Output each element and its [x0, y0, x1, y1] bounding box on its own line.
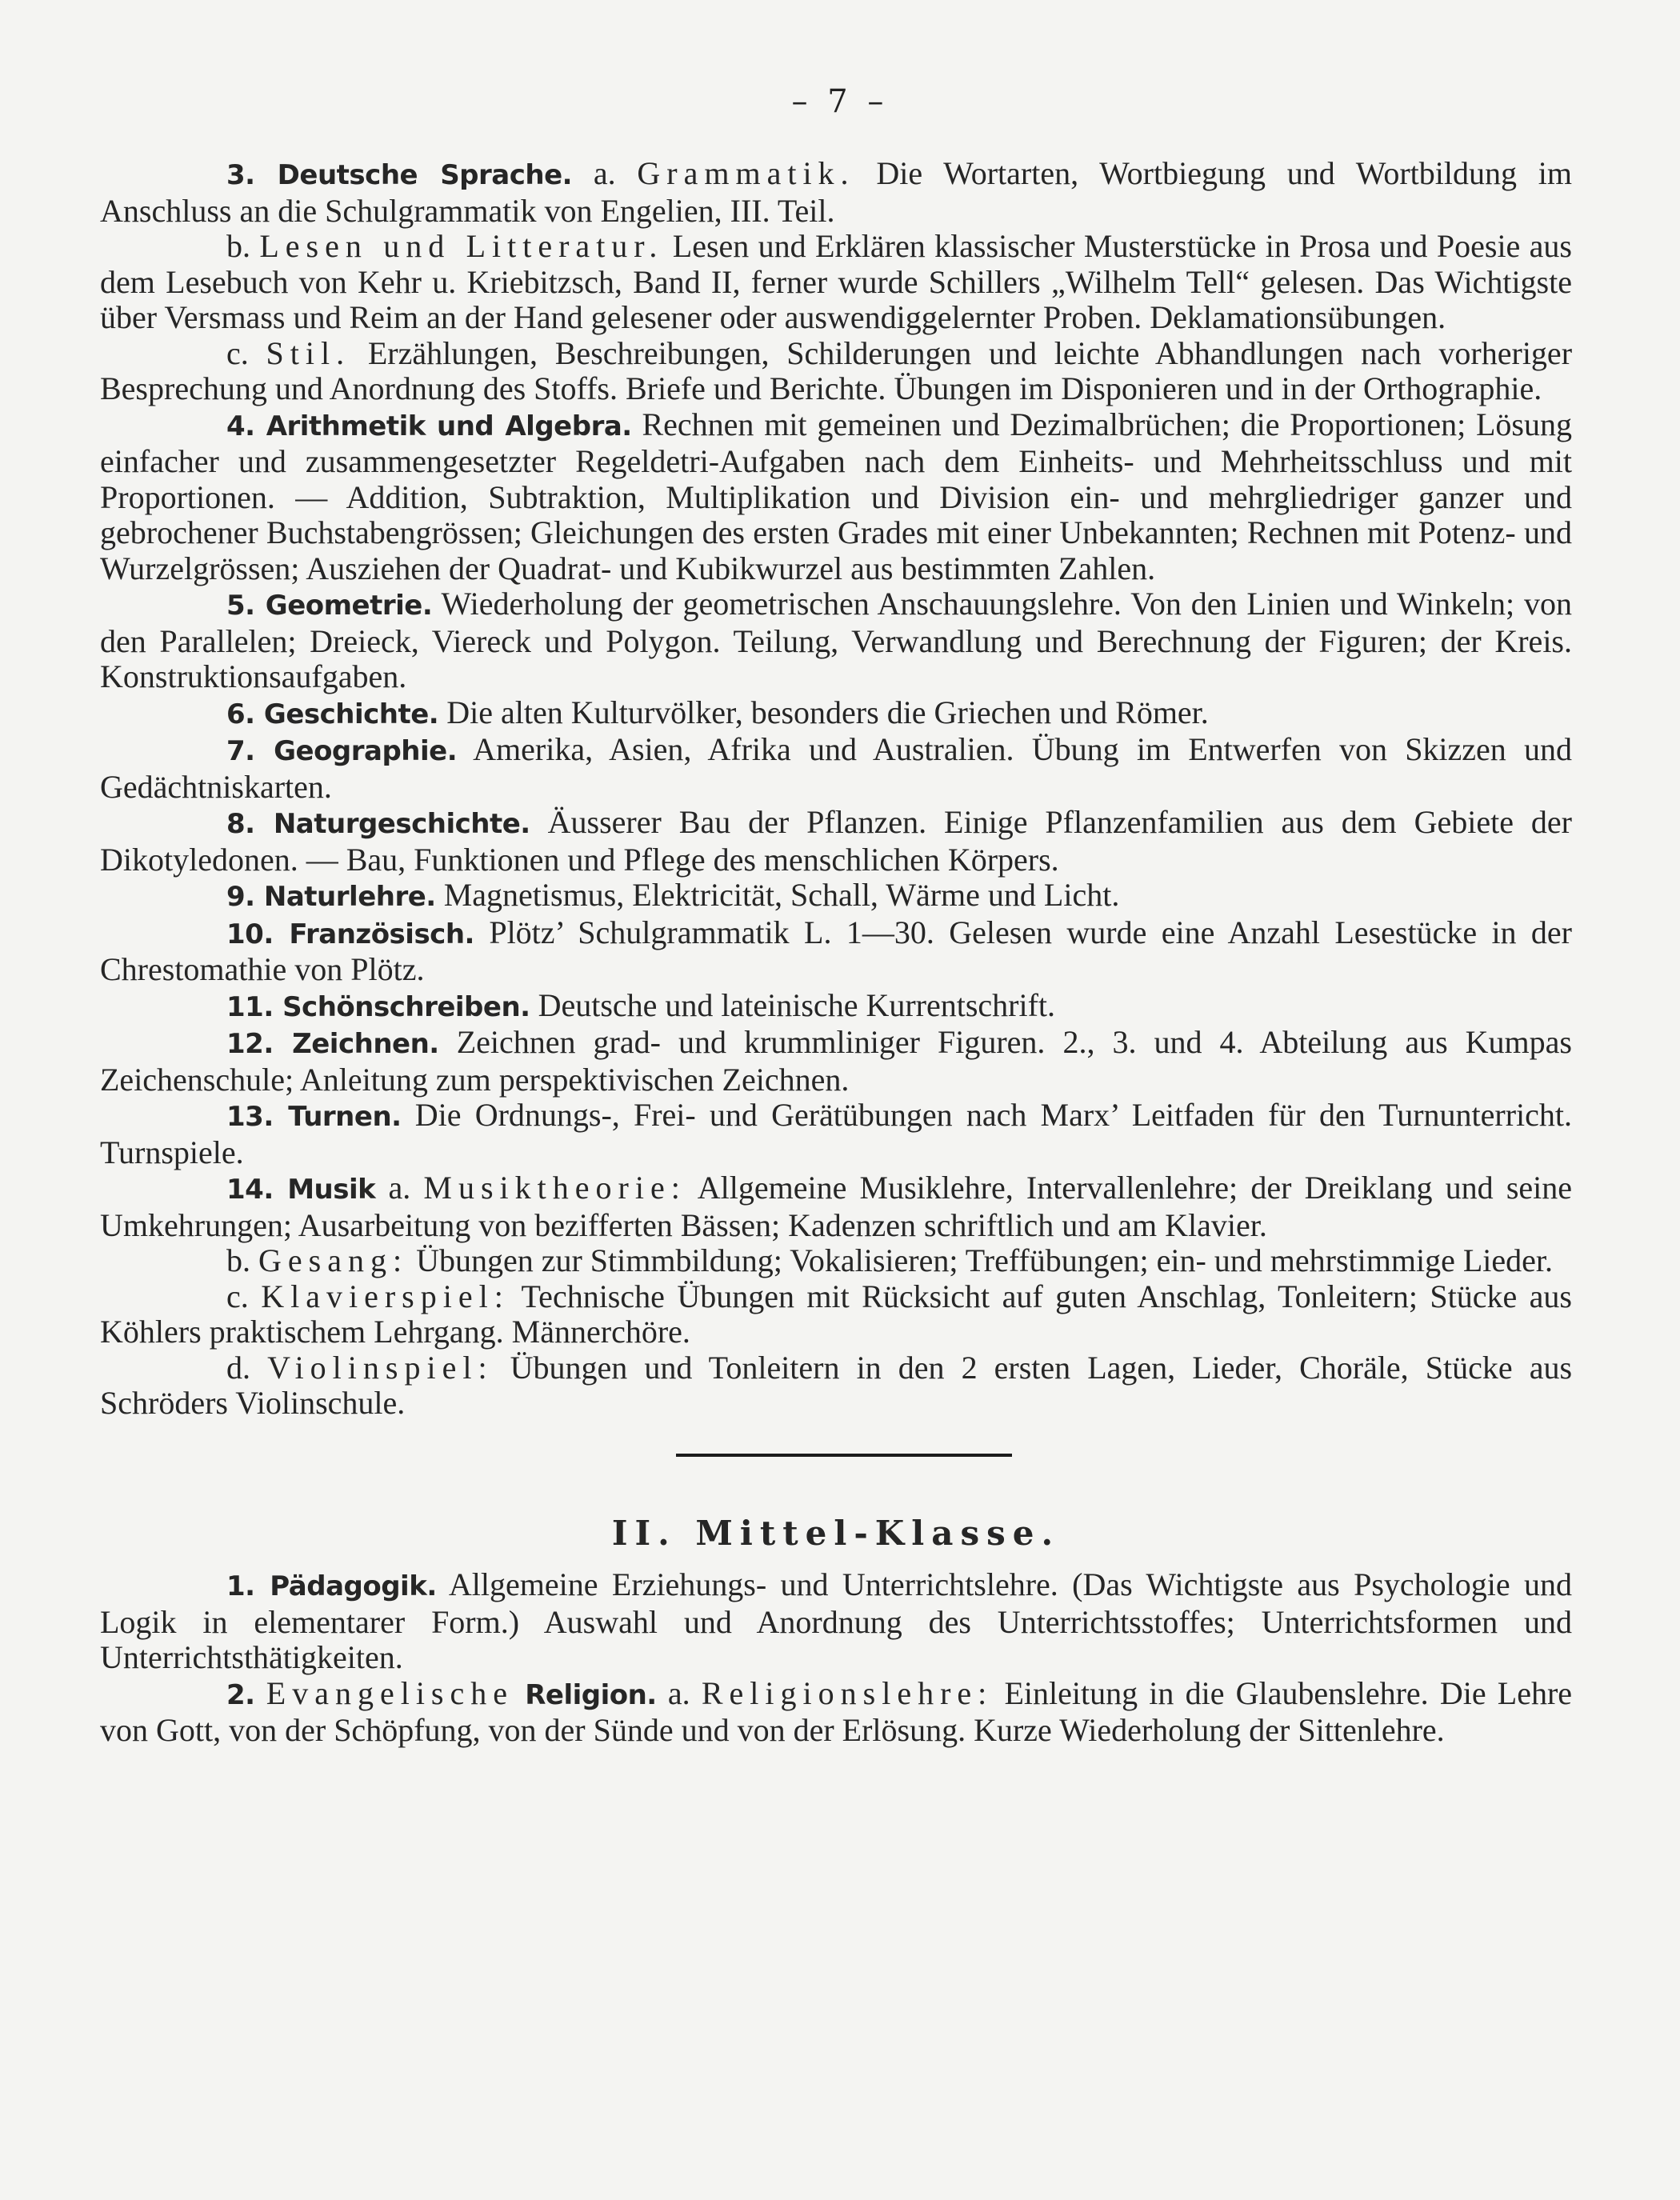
entry-klavierspiel — [100, 1279, 1572, 1350]
entry-text: Die alten Kulturvölker, besonders die Griechen und Römer. — [438, 694, 1209, 730]
entry-spaced-term: Violinspiel: — [267, 1349, 494, 1386]
entry-heading: 4. Arithmetik und Algebra. — [226, 410, 632, 442]
entry-franzoesisch — [100, 915, 1572, 988]
entry-heading: 8. Naturgeschichte. — [226, 808, 530, 840]
divider-rule — [676, 1454, 1012, 1457]
entry-subletter: c. — [226, 1278, 249, 1314]
section-divider — [100, 1422, 1572, 1516]
entry-text: Deutsche und lateinische Kurrentschrift. — [530, 986, 1056, 1023]
entry-heading: 9. Naturlehre. — [226, 881, 436, 913]
entry-spaced-term: Gesang: — [258, 1242, 409, 1278]
entry-spaced-term: Evangelische — [266, 1674, 514, 1711]
entry-religion — [100, 1676, 1572, 1749]
entry-heading: 1. Pädagogik. — [226, 1570, 437, 1602]
entry-geographie — [100, 732, 1572, 805]
entry-zeichnen — [100, 1025, 1572, 1098]
entry-heading: 6. Geschichte. — [226, 698, 439, 730]
entry-number: 2. — [226, 1678, 255, 1711]
entry-text: Äusserer Bau der Pflanzen. Einige Pflanzenfamilien aus dem Gebiete der Dikotyledonen. — Bau, Funktionen und Pflege des menschlichen Körpers. — [100, 804, 1572, 878]
entry-text: Übungen und Tonleitern in den 2 ersten Lagen, Lieder, Choräle, Stücke aus Schröders Violinschule. — [100, 1349, 1573, 1421]
entry-heading: 14. Musik — [226, 1174, 376, 1206]
entry-geometrie — [100, 586, 1572, 695]
page-number: – 7 – — [791, 83, 889, 120]
entry-text: Lesen und Erklären klassischer Musterstücke in Prosa und Poesie aus dem Lesebuch von Kehr u. Kriebitzsch, Band II, ferner wurde Schillers „Wilhelm Tell“ gelesen. Das Wichtigste über Versmass und Reim an der Hand gelesener oder auswendiggelernter Proben. Deklamationsübungen. — [100, 228, 1572, 335]
entry-geschichte — [100, 695, 1572, 733]
entry-violinspiel — [100, 1350, 1572, 1422]
entry-deutsche-sprache — [100, 156, 1572, 229]
entry-gesang — [100, 1243, 1572, 1279]
entry-subletter: b. — [226, 228, 250, 264]
entry-heading: Religion. — [525, 1678, 657, 1711]
entry-text: Die Ordnungs-, Frei- und Gerätübungen nach Marx’ Leitfaden für den Turnunterricht. Turnspiele. — [100, 1097, 1573, 1170]
entry-heading: 12. Zeichnen. — [226, 1028, 439, 1060]
entry-text: Allgemeine Erziehungs- und Unterrichtslehre. (Das Wichtigste aus Psychologie und Logik in elementarer Form.) Auswahl und Anordnung des Unterrichtsstoffes; Unterrichtsformen und Unterrichtsthätigkeiten. — [100, 1566, 1572, 1675]
document-body — [100, 156, 1572, 1749]
entry-text: Allgemeine Musiklehre, Intervallenlehre; der Dreiklang und seine Umkehrungen; Ausarbeitung von bezifferten Bässen; Kadenzen schriftlich und am Klavier. — [100, 1170, 1573, 1243]
entry-spaced-term: Stil. — [266, 334, 351, 371]
entry-subletter: a. — [388, 1170, 411, 1206]
entry-schoenschreiben — [100, 988, 1572, 1026]
entry-text: Einleitung in die Glaubenslehre. Die Lehre von Gott, von der Schöpfung, von der Sünde und von der Erlösung. Kurze Wiederholung der Sittenlehre. — [100, 1674, 1573, 1748]
entry-text: Die Wortarten, Wortbiegung und Wortbildung im Anschluss an die Schulgrammatik von Engelien, III. Teil. — [100, 155, 1573, 229]
entry-subletter: b. — [226, 1242, 250, 1278]
section-title: II. Mittel-Klasse. — [611, 1513, 1061, 1553]
entry-spaced-term: Grammatik. — [637, 155, 855, 191]
entry-text: Übungen zur Stimmbildung; Vokalisieren; Treffübungen; ein- und mehrstimmige Lieder. — [408, 1242, 1554, 1278]
entry-heading: 3. Deutsche Sprache. — [226, 159, 573, 191]
entry-text: Wiederholung der geometrischen Anschauungslehre. Von den Linien und Winkeln; von den Parallelen; Dreieck, Viereck und Polygon. Teilung, Verwandlung und Berechnung der Figuren; der Kreis. Konstruktionsaufgaben. — [100, 586, 1573, 694]
entry-heading: 5. Geometrie. — [226, 590, 433, 622]
entry-heading: 10. Französisch. — [226, 918, 474, 950]
entry-text: Amerika, Asien, Afrika und Australien. Übung im Entwerfen von Skizzen und Gedächtniskarten. — [100, 731, 1572, 805]
entry-subletter: d. — [226, 1349, 250, 1386]
entry-heading: 13. Turnen. — [226, 1101, 402, 1133]
entry-subletter: c. — [226, 334, 249, 371]
entry-spaced-term: Lesen und Litteratur. — [259, 228, 664, 264]
entry-subletter: a. — [667, 1674, 690, 1711]
entry-text: Zeichnen grad- und krummliniger Figuren. 2., 3. und 4. Abteilung aus Kumpas Zeichenschule; Anleitung zum perspektivischen Zeichnen. — [100, 1024, 1572, 1098]
entry-spaced-term: Klavierspiel: — [261, 1278, 510, 1314]
entry-text: Rechnen mit gemeinen und Dezimalbrüchen; die Proportionen; Lösung einfacher und zusammengesetzter Regeldetri-Aufgaben nach dem Einheits- und Mehrheitsschluss und mit Proportionen. — Addition, Subtraktion, Multiplikation und Division ein- und mehrgliedriger ganzer und gebrochener Buchstabengrössen; Gleichungen des ersten Grades mit einer Unbekannten; Rechnen mit Potenz- und Wurzelgrössen; Ausziehen der Quadrat- und Kubikwurzel aus bestimmten Zahlen. — [100, 406, 1572, 586]
entry-subletter: a. — [593, 155, 616, 191]
entry-text: Plötz’ Schulgrammatik L. 1—30. Gelesen wurde eine Anzahl Lesestücke in der Chrestomathie von Plötz. — [100, 914, 1572, 987]
entry-heading: 11. Schönschreiben. — [226, 990, 530, 1023]
entry-stil — [100, 336, 1572, 407]
entry-lesen-litteratur — [100, 229, 1572, 336]
entry-text: Erzählungen, Beschreibungen, Schilderungen und leichte Abhandlungen nach vorheriger Besprechung und Anordnung des Stoffs. Briefe und Berichte. Übungen im Disponieren und in der Orthographie. — [100, 334, 1573, 406]
entry-arithmetik — [100, 407, 1572, 587]
entry-spaced-term: Musiktheorie: — [423, 1170, 686, 1206]
entry-text: Technische Übungen mit Rücksicht auf guten Anschlag, Tonleitern; Stücke aus Köhlers praktischem Lehrgang. Männerchöre. — [100, 1278, 1573, 1350]
entry-paedagogik — [100, 1567, 1572, 1676]
entry-heading: 7. Geographie. — [226, 735, 458, 767]
entry-text: Magnetismus, Elektricität, Schall, Wärme und Licht. — [435, 877, 1120, 913]
entry-naturlehre — [100, 878, 1572, 915]
entry-musik-theorie — [100, 1170, 1572, 1243]
entry-naturgeschichte — [100, 805, 1572, 878]
entry-turnen — [100, 1098, 1572, 1170]
entry-spaced-term-2: Religionslehre: — [701, 1674, 994, 1711]
